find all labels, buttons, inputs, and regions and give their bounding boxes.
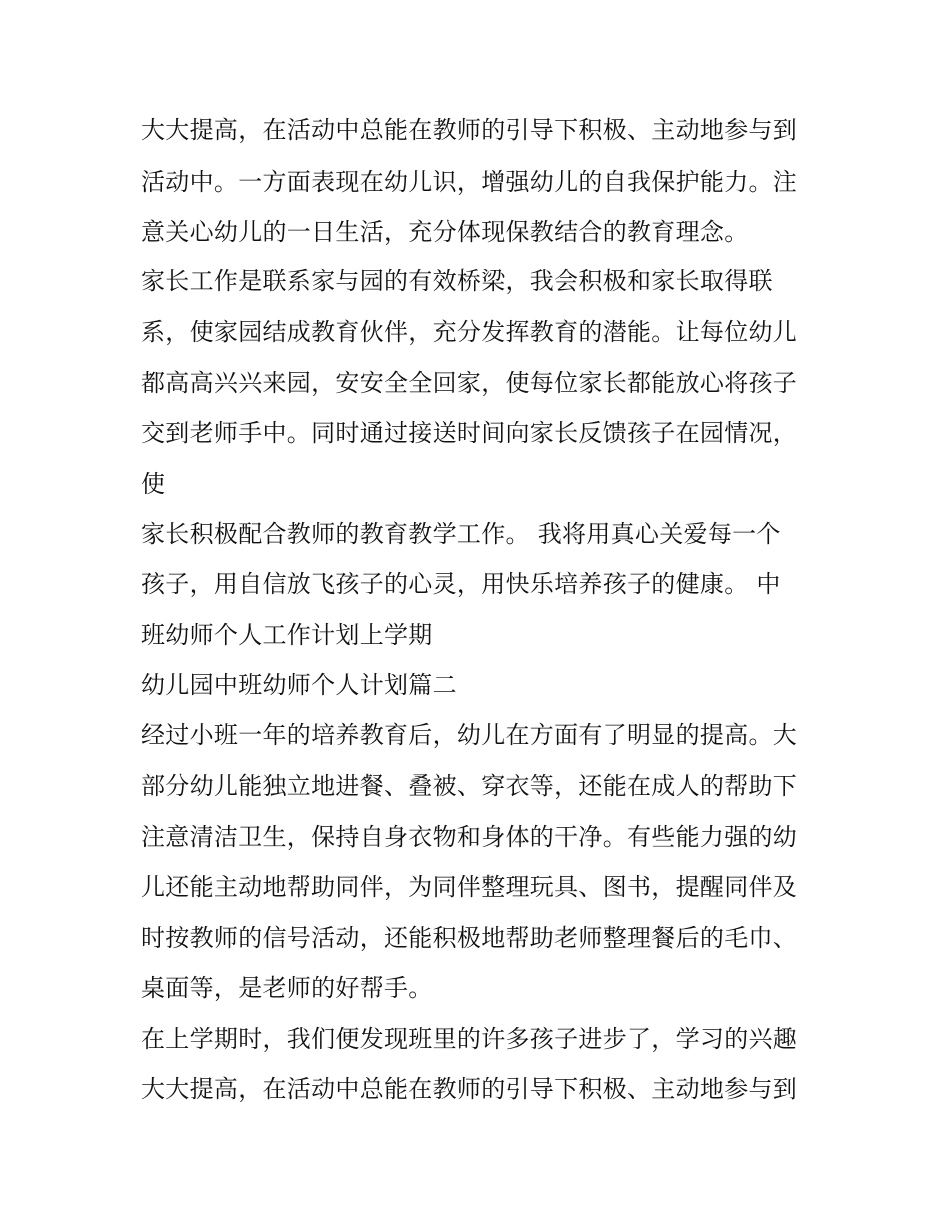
text-line: 都高高兴兴来园，安安全全回家，使每位家长都能放心将孩子 [141, 369, 798, 397]
text-line: 部分幼儿能独立地进餐、叠被、穿衣等，还能在成人的帮助下 [141, 772, 798, 800]
text-line: 经过小班一年的培养教育后，幼儿在方面有了明显的提高。大 [141, 721, 798, 749]
text-line: 使 [141, 470, 166, 498]
text-line: 注意清洁卫生，保持自身衣物和身体的干净。有些能力强的幼 [141, 823, 798, 851]
text-line: 幼儿园中班幼师个人计划篇二 [141, 671, 457, 699]
text-line: 大大提高，在活动中总能在教师的引导下积极、主动地参与到 [141, 1075, 798, 1103]
text-line: 儿还能主动地帮助同伴，为同伴整理玩具、图书，提醒同伴及 [141, 873, 798, 901]
text-line: 在上学期时，我们便发现班里的许多孩子进步了，学习的兴趣 [141, 1025, 798, 1053]
text-line: 交到老师手中。同时通过接送时间向家长反馈孩子在园情况， [141, 419, 798, 447]
text-line: 家长积极配合教师的教育教学工作。 我将用真心关爱每一个 [141, 520, 781, 548]
text-line: 桌面等，是老师的好帮手。 [141, 974, 433, 1002]
text-line: 系，使家园结成教育伙伴，充分发挥教育的潜能。让每位幼儿 [141, 318, 798, 346]
text-line: 班幼师个人工作计划上学期 [141, 621, 433, 649]
text-line: 大大提高，在活动中总能在教师的引导下积极、主动地参与到 [141, 116, 798, 144]
text-line: 家长工作是联系家与园的有效桥梁，我会积极和家长取得联 [141, 267, 773, 295]
text-line: 意关心幼儿的一日生活，充分体现保教结合的教育理念。 [141, 218, 749, 246]
text-line: 活动中。一方面表现在幼儿识，增强幼儿的自我保护能力。注 [141, 168, 798, 196]
text-line: 孩子，用自信放飞孩子的心灵，用快乐培养孩子的健康。 中 [141, 570, 781, 598]
text-line: 时按教师的信号活动，还能积极地帮助老师整理餐后的毛巾、 [141, 924, 798, 952]
